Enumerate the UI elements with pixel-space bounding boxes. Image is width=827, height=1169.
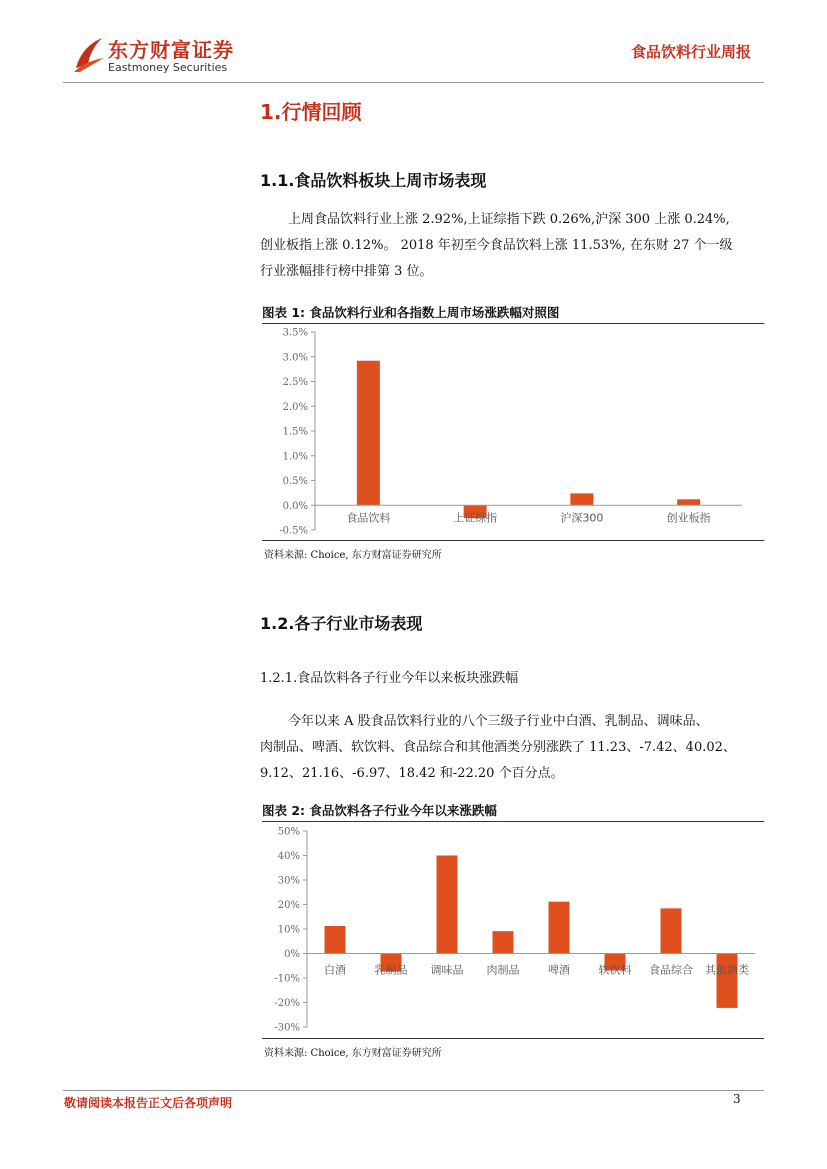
- y-tick-label: 0%: [284, 949, 300, 960]
- bar: [717, 954, 738, 1008]
- subsection-heading-1-1: 1.1.食品饮料板块上周市场表现: [260, 171, 487, 190]
- category-label: 上证综指: [453, 511, 498, 525]
- category-label: 食品综合: [649, 963, 693, 977]
- bar: [677, 499, 700, 505]
- logo-chinese-name: 东方财富证券: [108, 38, 234, 62]
- category-label: 啤酒: [548, 963, 570, 977]
- figure-1-title: 图表 1: 食品饮料行业和各指数上周市场涨跌幅对照图: [262, 305, 560, 320]
- paragraph-line: 今年以来 A 股食品饮料行业的八个三级子行业中白酒、乳制品、调味品、: [288, 714, 709, 729]
- footer-divider: [63, 1090, 764, 1091]
- paragraph-line: 创业板指上涨 0.12%。 2018 年初至今食品饮料上涨 11.53%, 在东财 27 个一级: [260, 238, 733, 253]
- y-tick-label: 50%: [277, 826, 300, 838]
- logo-emblem-icon: [72, 34, 106, 74]
- category-label: 其他酒类: [705, 963, 749, 977]
- y-tick-label: 0.0%: [282, 500, 308, 512]
- footer-disclaimer: 敬请阅读本报告正文后各项声明: [64, 1096, 233, 1110]
- bar: [437, 855, 458, 953]
- chart-subsector-ytd-change: [262, 822, 764, 1037]
- paragraph-line: 肉制品、啤酒、软饮料、食品综合和其他酒类分别涨跌了 11.23、-7.42、40.02、: [260, 740, 736, 755]
- y-tick-label: 0.5%: [282, 476, 308, 487]
- category-label: 白酒: [324, 963, 346, 977]
- subsubsection-heading-1-2-1: 1.2.1.食品饮料各子行业今年以来板块涨跌幅: [260, 671, 519, 686]
- header-divider: [63, 82, 764, 83]
- category-label: 软饮料: [598, 963, 632, 977]
- chart-sector-weekly-change: [262, 324, 764, 539]
- y-tick-label: 2.0%: [282, 401, 308, 413]
- y-tick-label: -0.5%: [279, 525, 308, 537]
- category-label: 食品饮料: [346, 511, 391, 525]
- y-tick-label: 10%: [277, 924, 300, 936]
- y-tick-label: 40%: [277, 851, 300, 862]
- figure-2-title: 图表 2: 食品饮料各子行业今年以来涨跌幅: [262, 803, 497, 818]
- y-tick-label: 20%: [277, 900, 300, 911]
- figure-2-bottom-rule: [262, 1038, 764, 1039]
- y-tick-label: 1.5%: [282, 426, 308, 438]
- figure-2-source: 资料来源: Choice, 东方财富证券研究所: [264, 1048, 442, 1059]
- figure-1-source: 资料来源: Choice, 东方财富证券研究所: [264, 550, 442, 561]
- logo-english-name: Eastmoney Securities: [108, 61, 228, 74]
- paragraph-line: 9.12、21.16、-6.97、18.42 和-22.20 个百分点。: [260, 766, 564, 781]
- paragraph-line: 上周食品饮料行业上涨 2.92%,上证综指下跌 0.26%,沪深 300 上涨 0.24%,: [288, 212, 730, 227]
- figure-1-bottom-rule: [262, 540, 764, 541]
- bar: [357, 361, 380, 506]
- y-tick-label: 1.0%: [282, 451, 308, 463]
- subsection-heading-1-2: 1.2.各子行业市场表现: [260, 614, 423, 633]
- bar: [661, 908, 682, 953]
- paragraph-market-performance: [260, 207, 766, 285]
- y-tick-label: 3.0%: [282, 352, 308, 364]
- bar: [493, 931, 514, 953]
- page-number: 3: [733, 1092, 741, 1106]
- category-label: 沪深300: [560, 511, 604, 525]
- bar: [549, 902, 570, 954]
- company-logo: [72, 34, 242, 78]
- paragraph-subsector-performance: [260, 709, 766, 787]
- report-title: 食品饮料行业周报: [630, 43, 751, 61]
- y-tick-label: 30%: [277, 875, 300, 887]
- y-tick-label: 2.5%: [282, 377, 308, 388]
- category-label: 调味品: [430, 963, 464, 977]
- paragraph-line: 行业涨幅排行榜中排第 3 位。: [260, 264, 433, 279]
- bar: [325, 926, 346, 954]
- category-label: 乳制品: [374, 963, 408, 977]
- category-label: 肉制品: [486, 963, 520, 977]
- category-label: 创业板指: [666, 511, 711, 525]
- y-tick-label: 3.5%: [282, 327, 308, 339]
- bar: [570, 493, 593, 505]
- y-tick-label: -20%: [274, 998, 300, 1009]
- section-heading: 1.行情回顾: [260, 100, 362, 124]
- y-tick-label: -30%: [274, 1022, 300, 1034]
- y-tick-label: -10%: [274, 973, 300, 985]
